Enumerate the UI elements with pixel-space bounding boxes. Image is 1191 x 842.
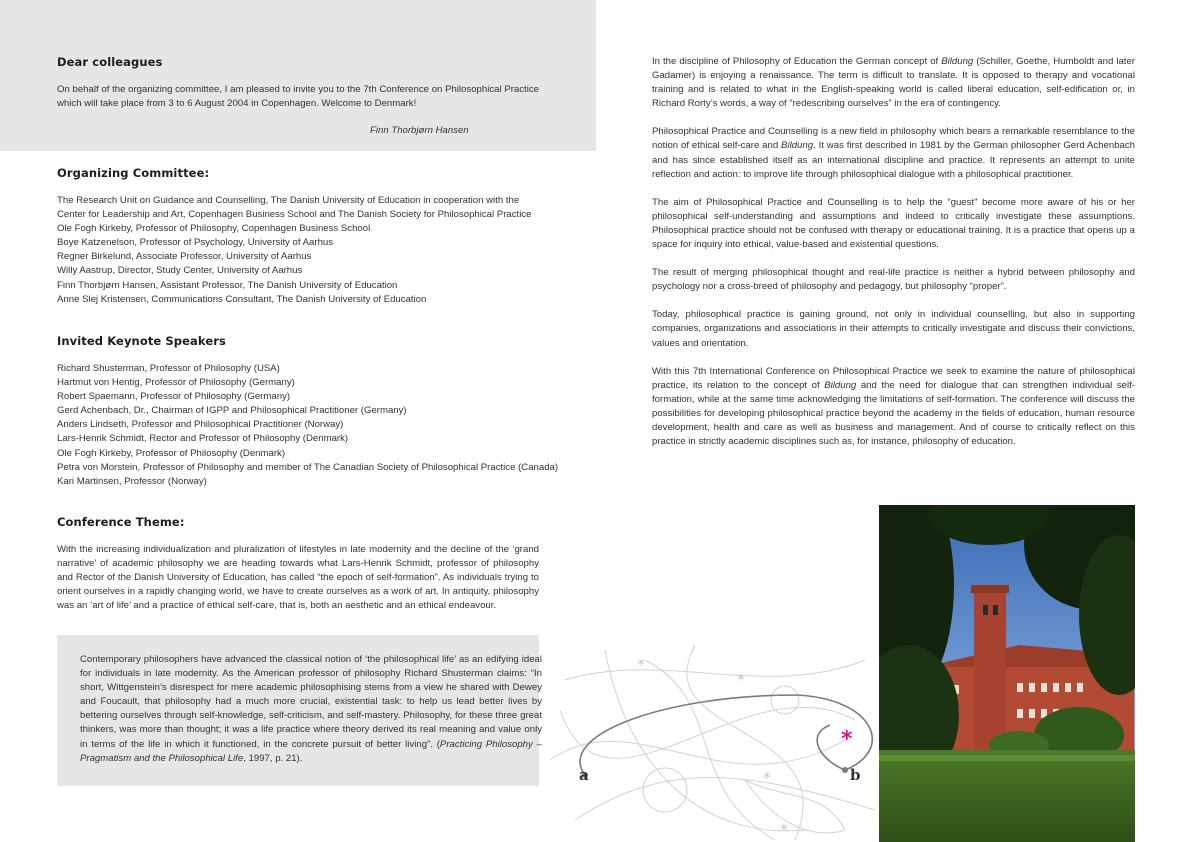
letter-background <box>0 0 596 151</box>
emphasis-bildung: Bildung <box>941 56 974 67</box>
paragraph-practice <box>652 125 1135 181</box>
theme-body: With the increasing individualization and pluralization of lifestyles in late modernity and the decline of the ‘grand narrative’ of academic philosophy we are heading towards what Lars-Henrik Schmidt, professor of philosophy and Rector of the Danish University of Education, has called “the epoch of self-formation”. As individuals trying to orient ourselves in a rapidly changing world, we have to create ourselves as a work of art. In antiquity, philosophy was an ‘art of life’ and a practice of ethical self-care, that is, both an aesthetic and an ethical endeavour. <box>57 544 539 612</box>
grey-asterisk: * <box>780 820 788 839</box>
quote-body: Contemporary philosophers have advanced the classical notion of ‘the philosophical life’ as an edifying ideal for individuals in late modernity. As the American professor of philosophy Richard Shusterman claims: “In short, Wittgenstein’s disrespect for mere academic philosophising stems from a view he shared with Dewey and Foucault, that philosophy had a much more crucial, existential task: to help us lead better lives by bettering ourselves through self-knowledge, self-criticism, and self-mastery. Philosophy, for these three great thinkers, was more than thought; it was a life practice where theory derived its real meaning and value only in terms of the life in which it functioned, in the concrete pursuit of better living”. <box>80 654 542 750</box>
committee-line: Regner Birkelund, Associate Professor, University of Aarhus <box>57 251 312 263</box>
paragraph-today: Today, philosophical practice is gaining ground, not only in individual counselling, but also in supporting companies, organizations and associations in their attempts to critically investigate and discuss their convictions, values and orientation. <box>652 309 1135 349</box>
committee-line: Center for Leadership and Art, Copenhagen Business School and The Danish Society for Philosophical Practice <box>57 209 532 221</box>
speaker-line: Robert Spaemann, Professor of Philosophy (Germany) <box>57 391 291 403</box>
emphasis-bildung: Bildung <box>824 379 857 391</box>
grey-asterisk: * <box>763 768 771 787</box>
speaker-line: Anders Lindseth, Professor and Philosophical Practitioner (Norway) <box>57 419 344 431</box>
speaker-line: Kari Martinsen, Professor (Norway) <box>57 475 207 487</box>
paragraph-text: With this 7th International Conference on Philosophical Practice we seek to examine the nature of philosophical practice, its relation to the concept of <box>652 365 1135 391</box>
speakers-list <box>57 362 559 489</box>
letter-signature: Finn Thorbjørn Hansen <box>370 125 469 136</box>
committee-line: Willy Aastrup, Director, Study Center, University of Aarhus <box>57 265 303 277</box>
pink-asterisk: * <box>841 727 853 752</box>
paragraph-bildung <box>652 55 1135 111</box>
theme-heading: Conference Theme: <box>57 515 185 529</box>
paragraph-text: . It was first described in 1981 by the German philosopher Gerd Achenbach and has since established itself as an international discipline and practice. It represents an attempt to unite reflection and action: to improve life through philosophical dialogue with a philosophical practitioner. <box>652 140 1136 180</box>
speaker-line: Gerd Achenbach, Dr., Chairman of IGPP and Philosophical Practitioner (Germany) <box>57 405 407 417</box>
committee-line: Anne Slej Kristensen, Communications Consultant, The Danish University of Education <box>57 293 427 305</box>
paragraph-conference <box>652 365 1135 450</box>
paragraph-text: In the discipline of Philosophy of Education the German concept of <box>652 56 942 67</box>
committee-line: The Research Unit on Guidance and Counselling, The Danish University of Education in cooperation with the <box>57 195 520 206</box>
speaker-line: Lars-Henrik Schmidt, Rector and Professor of Philosophy (Denmark) <box>57 433 349 445</box>
quote-citation-title: Practicing Philosophy – Pragmatism and the Philosophical Life <box>80 738 542 764</box>
quote-citation-details: , 1997, p. 21). <box>243 752 303 764</box>
emphasis-bildung: Bildung <box>781 140 814 152</box>
committee-line: Boye Katzenelson, Professor of Psychology, University of Aarhus <box>57 237 334 249</box>
committee-line: Finn Thorbjørn Hansen, Assistant Professor, The Danish University of Education <box>57 279 398 291</box>
label-b: b <box>850 766 861 784</box>
speaker-line: Richard Shusterman, Professor of Philosophy (USA) <box>57 363 280 374</box>
point-b-marker <box>842 767 848 773</box>
quote-block: Contemporary philosophers have advanced the classical notion of ‘the philosophical life’ as an edifying ideal for individuals in late modernity. As the American professor of philosophy Richard Shusterman claims: “In short, Wittgenstein’s disrespect for mere academic philosophising stems from a view he shared with Dewey and Foucault, that philosophy had a much more crucial, existential task: to help us lead better lives by bettering ourselves through self-knowledge, self-criticism, and self-mastery. Philosophy, for these three great thinkers, was more than thought; it was a life practice where theory derived its real meaning and value only in terms of the life in which it functioned, in the concrete pursuit of better living”. (Practicing Philosophy – Pragmatism and the Philosophical Life, 1997, p. 21). <box>80 654 542 764</box>
letter-heading: Dear colleagues <box>57 55 163 69</box>
paragraph-text: Philosophical Practice and Counselling is a new field in philosophy which bears a remarkable resemblance to the notion of ethical self-care and <box>652 126 1135 152</box>
decorative-lines-graphic <box>545 640 885 842</box>
right-column <box>652 55 1135 449</box>
grey-asterisk: * <box>637 655 645 674</box>
building-photo <box>879 505 1135 842</box>
building-photo-illustration <box>879 505 1135 842</box>
paragraph-aim: The aim of Philosophical Practice and Counselling is to help the “guest” become more aware of his or her philosophical self-understanding and assumptions and indeed to critically investigate these assumptions. Philosophical practice should not be confused with therapy or educational training. It is a practice that opens up a space for inquiry into ethical, value-based and existential questions. <box>652 196 1135 251</box>
speakers-heading: Invited Keynote Speakers <box>57 334 226 348</box>
letter-body: On behalf of the organizing committee, I am pleased to invite you to the 7th Conference on Philosophical Practice which will take place from 3 to 6 August 2004 in Copenhagen. Welcome to Denmark! <box>57 84 539 110</box>
paragraph-result: The result of merging philosophical thought and real-life practice is neither a hybrid between philosophy and psychology nor a cross-breed of philosophy and pedagogy, but philosophy “proper”. <box>652 267 1135 293</box>
committee-line: Ole Fogh Kirkeby, Professor of Philosophy, Copenhagen Business School <box>57 223 371 235</box>
grey-asterisk: * <box>737 670 745 689</box>
committee-list <box>57 194 539 307</box>
committee-heading: Organizing Committee: <box>57 166 210 180</box>
speaker-line: Hartmut von Hentig, Professor of Philosophy (Germany) <box>57 377 295 389</box>
label-a: a <box>579 766 589 784</box>
speaker-line: Ole Fogh Kirkeby, Professor of Philosophy (Denmark) <box>57 447 286 459</box>
paragraph-text: and the need for dialogue that can strengthen individual self-formation, while at the same time acknowledging the limitations of self-formation. The conference will discuss the possibilities for developing philosophical practice beyond the academy in the fields of education, human resource development, health and care as well as business and management. And of course to critically reflect on this practice in strictly academic disciplines such as, for instance, philosophy of education. <box>652 379 1136 448</box>
main-curve <box>580 695 872 775</box>
speaker-line: Petra von Morstein, Professor of Philosophy and member of The Canadian Society of Philosophical Practice (Canada) <box>57 461 559 473</box>
paragraph-text: (Schiller, Goethe, Humboldt and later Gadamer) is enjoying a renaissance. The term is difficult to translate. It is opposed to therapy and vocational training and is related to what in the English-speaking world is called liberal education, self-edification or, in Richard Rorty’s words, a way of “redescribing ourselves” in the era of contingency. <box>652 56 1136 110</box>
